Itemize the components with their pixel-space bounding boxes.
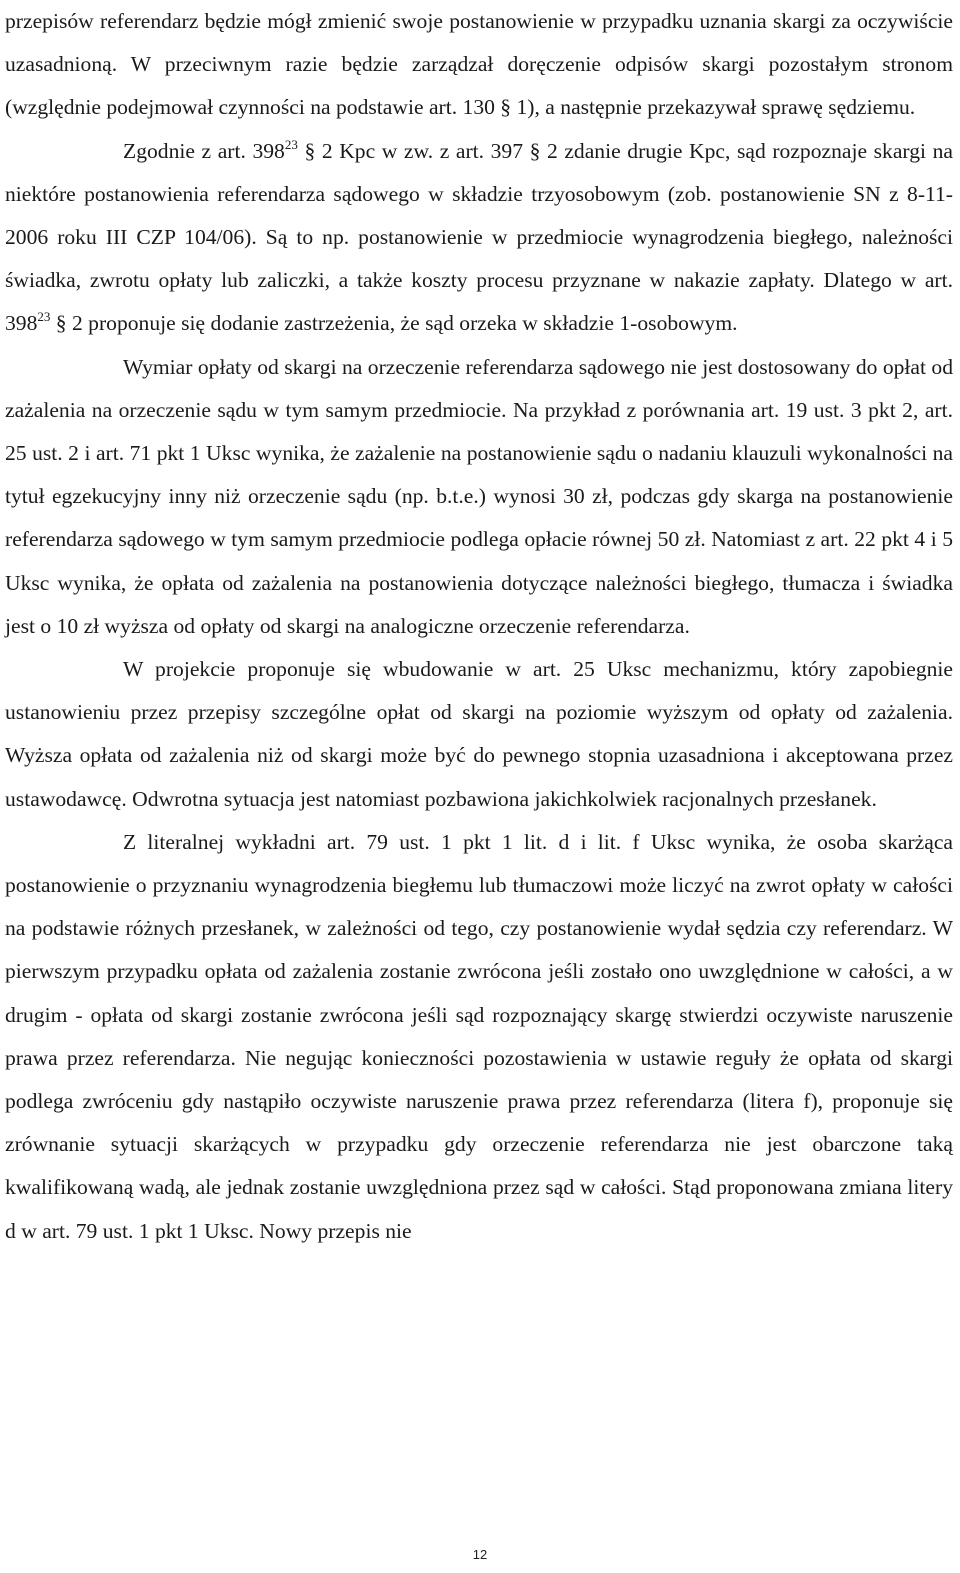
paragraph-text: § 2 proponuje się dodanie zastrzeżenia, że sąd orzeka w składzie 1-osobowym. — [50, 311, 738, 336]
paragraph — [5, 648, 953, 821]
paragraph — [5, 0, 953, 130]
paragraph — [5, 821, 953, 1253]
paragraph-text: Z literalnej wykładni art. 79 ust. 1 pkt 1 lit. d i lit. f Uksc wynika, że osoba skarżąca postanowienie o przyznaniu wynagrodzenia biegłemu lub tłumaczowi może liczyć na zwrot opłaty w całości na podstawie różnych przesłanek, w zależności od tego, czy postanowienie wydał sędzia czy referendarz. W pierwszym przypadku opłata od zażalenia zostanie zwrócona jeśli zostało ono uwzględnione w całości, a w drugim - opłata od skargi zostanie zwrócona jeśli sąd rozpoznający skargę stwierdzi oczywiste naruszenie prawa przez referendarza. Nie negując konieczności pozostawienia w ustawie reguły że opłata od skargi podlega zwróceniu gdy nastąpiło oczywiste naruszenie prawa przez referendarza (litera f), proponuje się zrównanie sytuacji skarżących w przypadku gdy orzeczenie referendarza nie jest obarczone taką kwalifikowaną wadą, ale jednak zostanie uwzględniona przez sąd w całości. Stąd proponowana zmiana litery d w art. 79 ust. 1 pkt 1 Uksc. Nowy przepis nie — [5, 829, 953, 1243]
paragraph — [5, 130, 953, 346]
paragraph-text: Zgodnie z art. 398 — [123, 138, 285, 163]
paragraph-text: W projekcie proponuje się wbudowanie w art. 25 Uksc mechanizmu, który zapobiegnie ustanowieniu przez przepisy szczególne opłat od skargi na poziomie wyższym od opłaty od zażalenia. Wyższa opłata od zażalenia niż od skargi może być do pewnego stopnia uzasadniona i akceptowana przez ustawodawcę. Odwrotna sytuacja jest natomiast pozbawiona jakichkolwiek racjonalnych przesłanek. — [5, 657, 953, 811]
paragraph-text: § 2 Kpc w zw. z art. 397 § 2 zdanie drugie Kpc, sąd rozpoznaje skargi na niektóre postanowienia referendarza sądowego w składzie trzyosobowym (zob. postanowienie SN z 8-11-2006 roku III CZP 104/06). Są to np. postanowienie w przedmiocie wynagrodzenia biegłego, należności świadka, zwrotu opłaty lub zaliczki, a także koszty procesu przyznane w nakazie zapłaty. Dlatego w art. 398 — [5, 138, 953, 336]
document-page — [5, 0, 953, 1253]
page-number: 12 — [472, 1547, 488, 1562]
paragraph — [5, 346, 953, 648]
superscript: 23 — [284, 136, 298, 152]
paragraph-text: przepisów referendarz będzie mógł zmienić swoje postanowienie w przypadku uznania skargi za oczywiście uzasadnioną. W przeciwnym razie będzie zarządzał doręczenie odpisów skargi pozostałym stronom (względnie podejmował czynności na podstawie art. 130 § 1), a następnie przekazywał sprawę sędziemu. — [5, 9, 953, 120]
paragraph-text: Wymiar opłaty od skargi na orzeczenie referendarza sądowego nie jest dostosowany do opłat od zażalenia na orzeczenie sądu w tym samym przedmiocie. Na przykład z porównania art. 19 ust. 3 pkt 2, art. 25 ust. 2 i art. 71 pkt 1 Uksc wynika, że zażalenie na postanowienie sądu o nadaniu klauzuli wykonalności na tytuł egzekucyjny inny niż orzeczenie sądu (np. b.t.e.) wynosi 30 zł, podczas gdy skarga na postanowienie referendarza sądowego w tym samym przedmiocie podlega opłacie równej 50 zł. Natomiast z art. 22 pkt 4 i 5 Uksc wynika, że opłata od zażalenia na postanowienia dotyczące należności biegłego, tłumacza i świadka jest o 10 zł wyższa od opłaty od skargi na analogiczne orzeczenie referendarza. — [5, 354, 953, 638]
superscript: 23 — [37, 309, 51, 325]
